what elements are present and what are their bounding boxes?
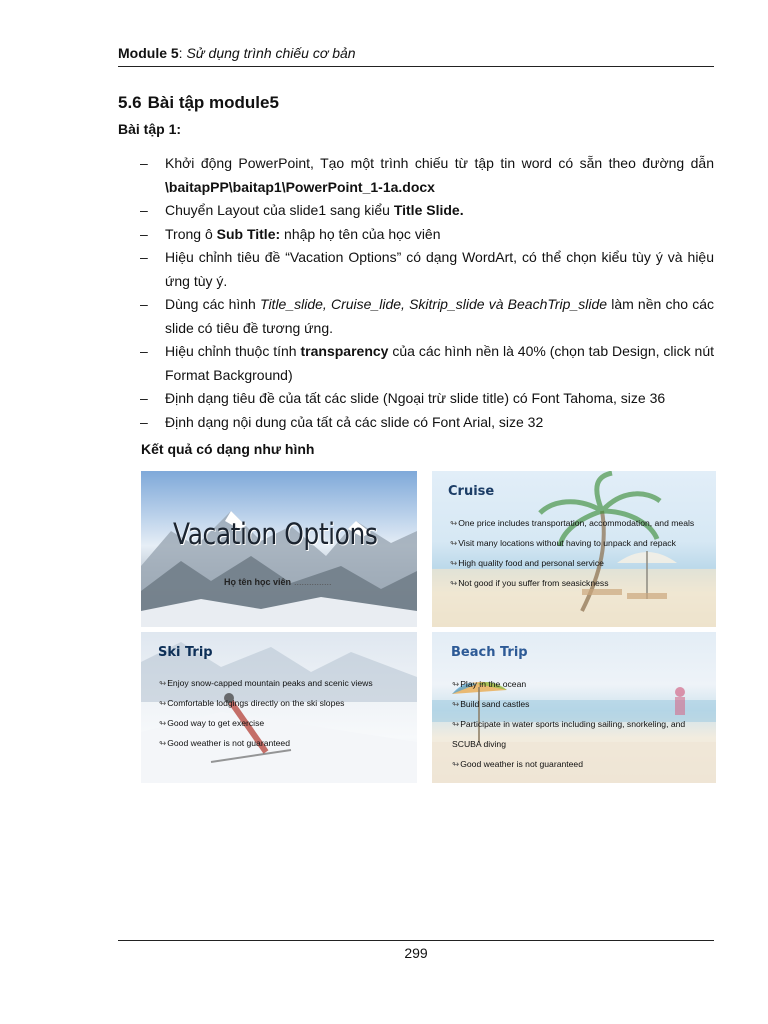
bullet-icon: ↬ [450, 518, 458, 528]
list-item [450, 533, 712, 553]
list-item [159, 693, 373, 713]
dash-marker: – [140, 225, 148, 242]
bullet-text: Build sand castles [460, 699, 530, 709]
item-text: làm nền cho các slide có tiêu đề tương ứng. [165, 296, 714, 336]
result-label: Kết quả có dạng như hình [141, 441, 315, 457]
bullet-text: One price includes transportation, accommodation, and meals [458, 518, 695, 528]
bullet-text: Good weather is not guaranteed [167, 738, 290, 748]
bullet-icon: ↬ [159, 678, 167, 688]
page-number: 299 [404, 945, 428, 961]
item-text: Hiệu chỉnh tiêu đề “Vacation Options” có dạng WordArt, có thể chọn kiểu tùy ý và hiệu ứng tùy ý. [165, 249, 714, 289]
slide-title-cruise: Cruise [448, 484, 495, 499]
cruise-bullet-list [450, 513, 712, 593]
bullet-icon: ↬ [159, 738, 167, 748]
bullet-icon: ↬ [452, 679, 460, 689]
item-text: Dùng các hình [165, 296, 261, 312]
list-item [450, 553, 712, 573]
section-title-text: Bài tập module5 [147, 93, 279, 112]
dash-marker: – [140, 296, 148, 312]
bullet-text: High quality food and personal service [458, 558, 604, 568]
bullet-icon: ↬ [159, 698, 167, 708]
item-emphasis: Title Slide. [393, 202, 464, 218]
bullet-text: Play in the ocean [460, 679, 527, 689]
exercise-title: Bài tập 1: [118, 121, 182, 137]
item-emphasis: Sub Title: [216, 225, 281, 242]
header-module: Module 5 [118, 45, 179, 61]
item-italic: Title_slide, Cruise_lide, Skitrip_slide và BeachTrip_slide [260, 296, 608, 312]
section-title [118, 93, 279, 113]
dash-marker: – [140, 390, 148, 406]
slide-wordart-title: Vacation Options [173, 517, 378, 551]
ski-bullet-list [159, 673, 373, 753]
dash-marker: – [140, 202, 148, 218]
bullet-icon: ↬ [159, 718, 167, 728]
bullet-text: Good weather is not guaranteed [460, 759, 583, 769]
bullet-text: Good way to get exercise [167, 718, 265, 728]
item-text: nhập họ tên của học viên [280, 225, 441, 242]
slide-title-beach: Beach Trip [451, 645, 528, 660]
item-text: Định dạng tiêu đề của tất các slide (Ngoại trừ slide title) có Font Tahoma, size 36 [165, 390, 666, 406]
bullet-text: Comfortable lodgings directly on the ski slopes [167, 698, 345, 708]
bullet-text: Visit many locations without having to unpack and repack [458, 538, 676, 548]
dash-marker: – [140, 155, 148, 171]
dash-marker: – [140, 249, 148, 265]
dash-marker: – [140, 413, 148, 430]
item-text: Chuyển Layout của slide1 sang kiểu [165, 202, 394, 218]
list-item [140, 152, 714, 199]
slide-title-ski: Ski Trip [158, 645, 213, 660]
bullet-text: Participate in water sports including sailing, snorkeling, and SCUBA diving [452, 719, 686, 749]
bullet-text: Enjoy snow-capped mountain peaks and scenic views [167, 678, 373, 688]
list-item [140, 411, 714, 435]
slide-subtitle [224, 577, 332, 587]
bullet-icon: ↬ [452, 699, 460, 709]
list-item [452, 674, 714, 694]
beach-bullet-list [452, 674, 714, 774]
bullet-icon: ↬ [452, 759, 460, 769]
header-subtitle: Sử dụng trình chiếu cơ bản [182, 45, 356, 61]
list-item [452, 694, 714, 714]
instruction-list [140, 152, 714, 434]
list-item [159, 713, 373, 733]
list-item [452, 754, 714, 774]
item-text: Trong ô [165, 225, 217, 242]
subtitle-text: Họ tên học viên [224, 577, 292, 587]
item-text: Khởi động PowerPoint, Tạo một trình chiếu từ tập tin word có sẵn theo đường dẫn [165, 155, 714, 171]
list-item [140, 246, 714, 293]
item-text: của các hình nền là 40% (chọn tab Design, click nút Format Background) [165, 343, 714, 383]
list-item [140, 223, 714, 247]
subtitle-dots: ............... [294, 577, 332, 587]
slide-ski-thumbnail [141, 632, 417, 783]
list-item [452, 714, 714, 754]
dash-marker: – [140, 343, 148, 359]
bullet-icon: ↬ [450, 558, 458, 568]
item-text: Hiệu chỉnh thuộc tính [165, 343, 301, 359]
footer-divider [118, 940, 714, 941]
item-emphasis: transparency [300, 343, 389, 359]
bullet-text: Not good if you suffer from seasickness [458, 578, 609, 588]
header-colon: : [178, 45, 183, 61]
item-text: Định dạng nội dung của tất cả các slide có Font Arial, size 32 [165, 413, 544, 430]
bullet-icon: ↬ [452, 719, 460, 729]
bullet-icon: ↬ [450, 578, 458, 588]
list-item [450, 573, 712, 593]
page-header [118, 44, 714, 67]
slide-beach-thumbnail [432, 632, 716, 783]
list-item [159, 673, 373, 693]
slide-cruise-thumbnail [432, 471, 716, 627]
slide-title-thumbnail [141, 471, 417, 627]
list-item [140, 387, 714, 411]
section-number: 5.6 [118, 93, 142, 112]
list-item [140, 340, 714, 387]
list-item [140, 199, 714, 223]
list-item [450, 513, 712, 533]
list-item [140, 293, 714, 340]
bullet-icon: ↬ [450, 538, 458, 548]
list-item [159, 733, 373, 753]
item-path: \baitapPP\baitap1\PowerPoint_1-1a.docx [165, 178, 435, 195]
